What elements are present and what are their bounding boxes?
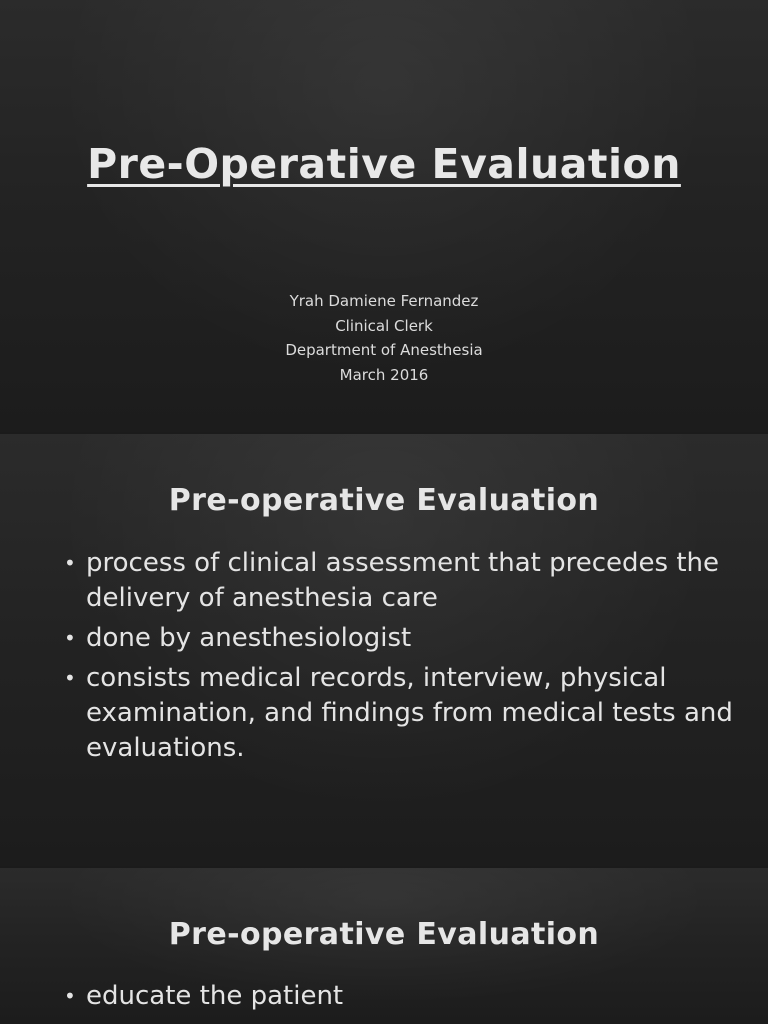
bullet-text: done by anesthesiologist: [86, 623, 412, 653]
slide-heading: Pre-operative Evaluation: [168, 483, 600, 518]
bullet-list: [62, 546, 742, 771]
bullet-list: [62, 979, 742, 1019]
bullet-item: [62, 621, 742, 656]
slide-heading: Pre-operative Evaluation: [168, 917, 600, 952]
bullet-item: [62, 661, 742, 766]
bullet-item: [62, 979, 742, 1014]
presenter-name: Yrah Damiene Fernandez: [289, 292, 479, 310]
bullet-icon: •: [64, 984, 76, 1008]
presenter-role: Clinical Clerk: [335, 316, 433, 335]
bullet-text: process of clinical assessment that precedes the delivery of anesthesia care: [86, 548, 719, 613]
bullet-item: [62, 546, 742, 616]
slide-purpose: [0, 868, 768, 1024]
bullet-text: educate the patient: [86, 981, 344, 1011]
slide-title: [0, 0, 768, 432]
presenter-department: Department of Anesthesia: [285, 341, 483, 359]
bullet-icon: •: [64, 626, 76, 650]
slide-definition: [0, 434, 768, 866]
presentation-date: March 2016: [339, 365, 429, 384]
bullet-icon: •: [64, 551, 76, 575]
bullet-text: consists medical records, interview, physical examination, and findings from medical tests and evaluations.: [86, 663, 733, 763]
bullet-icon: •: [64, 666, 76, 690]
presenter-info: [0, 289, 768, 387]
presentation-title: Pre-Operative Evaluation: [87, 140, 681, 188]
